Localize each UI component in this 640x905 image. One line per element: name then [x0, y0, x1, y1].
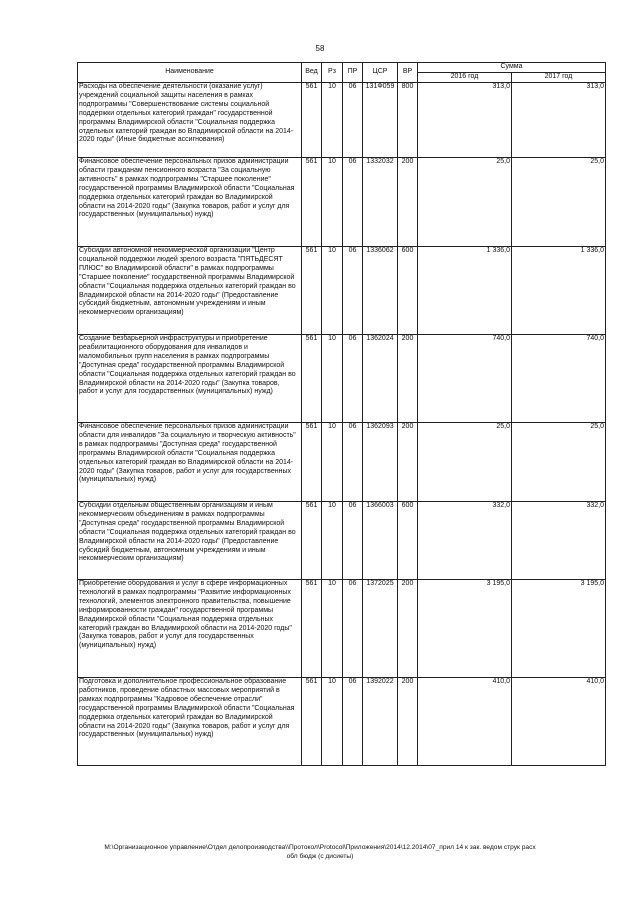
row-sum-2016: 313,0: [418, 83, 512, 158]
header-sum: Сумма: [418, 63, 606, 73]
row-vr: 600: [398, 247, 418, 335]
header-name: Наименование: [78, 63, 302, 83]
row-name: Подготовка и дополнительное профессиональное образование работников, проведение областных массовых мероприятий в рамках подпрограммы "Кадровое обеспечение отрасли" государственной программы Владимирской области "Социальная поддержка отдельных категорий граждан во Владимирской области на 2014-2020 годы" (Закупка товаров, работ и услуг для государственных (муниципальных) нужд): [78, 678, 302, 766]
row-sum-2016: 332,0: [418, 502, 512, 580]
row-ved: 561: [302, 678, 322, 766]
row-ved: 561: [302, 247, 322, 335]
table-row: [78, 83, 606, 158]
row-pr: 06: [343, 83, 363, 158]
table-row: [78, 502, 606, 580]
row-rz: 10: [322, 83, 343, 158]
row-vr: 800: [398, 83, 418, 158]
row-name: Финансовое обеспечение персональных призов администрации области для инвалидов "За социальную и творческую активность" в рамках подпрограммы "Доступная среда" государственной программы Владимирской области "Социальная поддержка отдельных категорий граждан во Владимирской области на 2014-2020 годы" (Закупка товаров, работ и услуг для государственных (муниципальных) нужд): [78, 423, 302, 502]
row-name: Расходы на обеспечение деятельности (оказание услуг) учреждений социальной защиты населения в рамках подпрограммы "Совершенствование системы социальной поддержки отдельных категорий граждан" государственной программы Владимирской области "Социальная поддержка отдельных категорий граждан во Владимирской области на 2014-2020 годы" (Иные бюджетные ассигнования): [78, 83, 302, 158]
table-row: [78, 423, 606, 502]
file-path-line: обл бюдж (с дисиеты): [286, 853, 354, 860]
row-vr: 200: [398, 423, 418, 502]
header-csr: ЦСР: [363, 63, 398, 83]
row-csr: 131Ф059: [363, 83, 398, 158]
row-rz: 10: [322, 158, 343, 247]
header-pr: ПР: [343, 63, 363, 83]
row-name: Субсидии отдельным общественным организациям и иным некоммерческим объединениям в рамках подпрограммы "Доступная среда" государственной программы Владимирской области "Социальная поддержка отдельных категорий граждан во Владимирской области на 2014-2020 годы" (Предоставление субсидий бюджетным, автономным учреждениям и иным некоммерческим организациям): [78, 502, 302, 580]
row-sum-2016: 25,0: [418, 158, 512, 247]
row-pr: 06: [343, 335, 363, 423]
row-sum-2016: 1 336,0: [418, 247, 512, 335]
row-sum-2017: 25,0: [512, 423, 606, 502]
row-vr: 200: [398, 678, 418, 766]
header-vr: ВР: [398, 63, 418, 83]
row-sum-2017: 3 195,0: [512, 580, 606, 678]
row-csr: 1362024: [363, 335, 398, 423]
row-rz: 10: [322, 423, 343, 502]
table-header: [78, 63, 606, 83]
row-ved: 561: [302, 335, 322, 423]
row-vr: 200: [398, 580, 418, 678]
row-sum-2017: 410,0: [512, 678, 606, 766]
row-name: Создание безбарьерной инфраструктуры и приобретение реабилитационного оборудования для инвалидов и маломобильных групп населения в рамках подпрограммы "Доступная среда" государственной программы Владимирской области "Социальная поддержка отдельных категорий граждан во Владимирской области на 2014-2020 годы" (Закупка товаров, работ и услуг для государственных (муниципальных) нужд): [78, 335, 302, 423]
row-csr: 1332032: [363, 158, 398, 247]
row-ved: 561: [302, 580, 322, 678]
row-sum-2017: 332,0: [512, 502, 606, 580]
row-csr: 1366003: [363, 502, 398, 580]
row-csr: 1372025: [363, 580, 398, 678]
file-path-footer: [40, 843, 600, 861]
row-pr: 06: [343, 580, 363, 678]
row-rz: 10: [322, 502, 343, 580]
file-path-line: M:\Организационное управление\Отдел делопроизводства\\Протокол\Protocol\Приложения\2014\12.2014\07_прил 14 к зак. ведом струк расх: [104, 844, 536, 851]
row-pr: 06: [343, 678, 363, 766]
row-vr: 200: [398, 158, 418, 247]
header-ved: Вед: [302, 63, 322, 83]
row-csr: 1392022: [363, 678, 398, 766]
header-2017: 2017 год: [512, 73, 606, 83]
row-sum-2016: 25,0: [418, 423, 512, 502]
row-sum-2017: 1 336,0: [512, 247, 606, 335]
table-row: [78, 335, 606, 423]
row-sum-2016: 3 195,0: [418, 580, 512, 678]
header-rz: Рз: [322, 63, 343, 83]
row-pr: 06: [343, 247, 363, 335]
row-ved: 561: [302, 158, 322, 247]
table-row: [78, 678, 606, 766]
row-rz: 10: [322, 580, 343, 678]
row-sum-2016: 740,0: [418, 335, 512, 423]
row-pr: 06: [343, 502, 363, 580]
row-vr: 200: [398, 335, 418, 423]
row-sum-2017: 313,0: [512, 83, 606, 158]
row-name: Субсидии автономной некоммерческой организации "Центр социальной поддержки людей зрелого возраста "ПЯТЬДЕСЯТ ПЛЮС" во Владимирской области" в рамках подпрограммы "Старшее поколение" государственной программы Владимирской области "Социальная поддержка отдельных категорий граждан во Владимирской области на 2014-2020 годы" (Предоставление субсидий бюджетным, автономным учреждениям и иным некоммерческим организациям): [78, 247, 302, 335]
row-rz: 10: [322, 247, 343, 335]
row-name: Приобретение оборудования и услуг в сфере информационных технологий в рамках подпрограммы "Развитие информационных технологий, элементов электронного правительства, повышение информированности граждан" государственной программы Владимирской области "Социальная поддержка отдельных категорий граждан во Владимирской области на 2014-2020 годы" (Закупка товаров, работ и услуг для государственных (муниципальных) нужд): [78, 580, 302, 678]
page-number: 58: [315, 44, 325, 53]
header-2016: 2016 год: [418, 73, 512, 83]
table-row: [78, 580, 606, 678]
row-csr: 1362093: [363, 423, 398, 502]
row-sum-2017: 740,0: [512, 335, 606, 423]
table-row: [78, 247, 606, 335]
row-ved: 561: [302, 83, 322, 158]
row-rz: 10: [322, 335, 343, 423]
row-vr: 600: [398, 502, 418, 580]
row-sum-2016: 410,0: [418, 678, 512, 766]
row-sum-2017: 25,0: [512, 158, 606, 247]
budget-table: [77, 62, 606, 766]
table-row: [78, 158, 606, 247]
row-name: Финансовое обеспечение персональных призов администрации области гражданам пенсионного возраста "За социальную активность" в рамках подпрограммы "Старшее поколение" государственной программы Владимирской области "Социальная поддержка отдельных категорий граждан во Владимирской области на 2014-2020 годы" (Закупка товаров, работ и услуг для государственных (муниципальных) нужд): [78, 158, 302, 247]
row-rz: 10: [322, 678, 343, 766]
row-ved: 561: [302, 423, 322, 502]
row-pr: 06: [343, 423, 363, 502]
row-ved: 561: [302, 502, 322, 580]
row-csr: 1336062: [363, 247, 398, 335]
row-pr: 06: [343, 158, 363, 247]
